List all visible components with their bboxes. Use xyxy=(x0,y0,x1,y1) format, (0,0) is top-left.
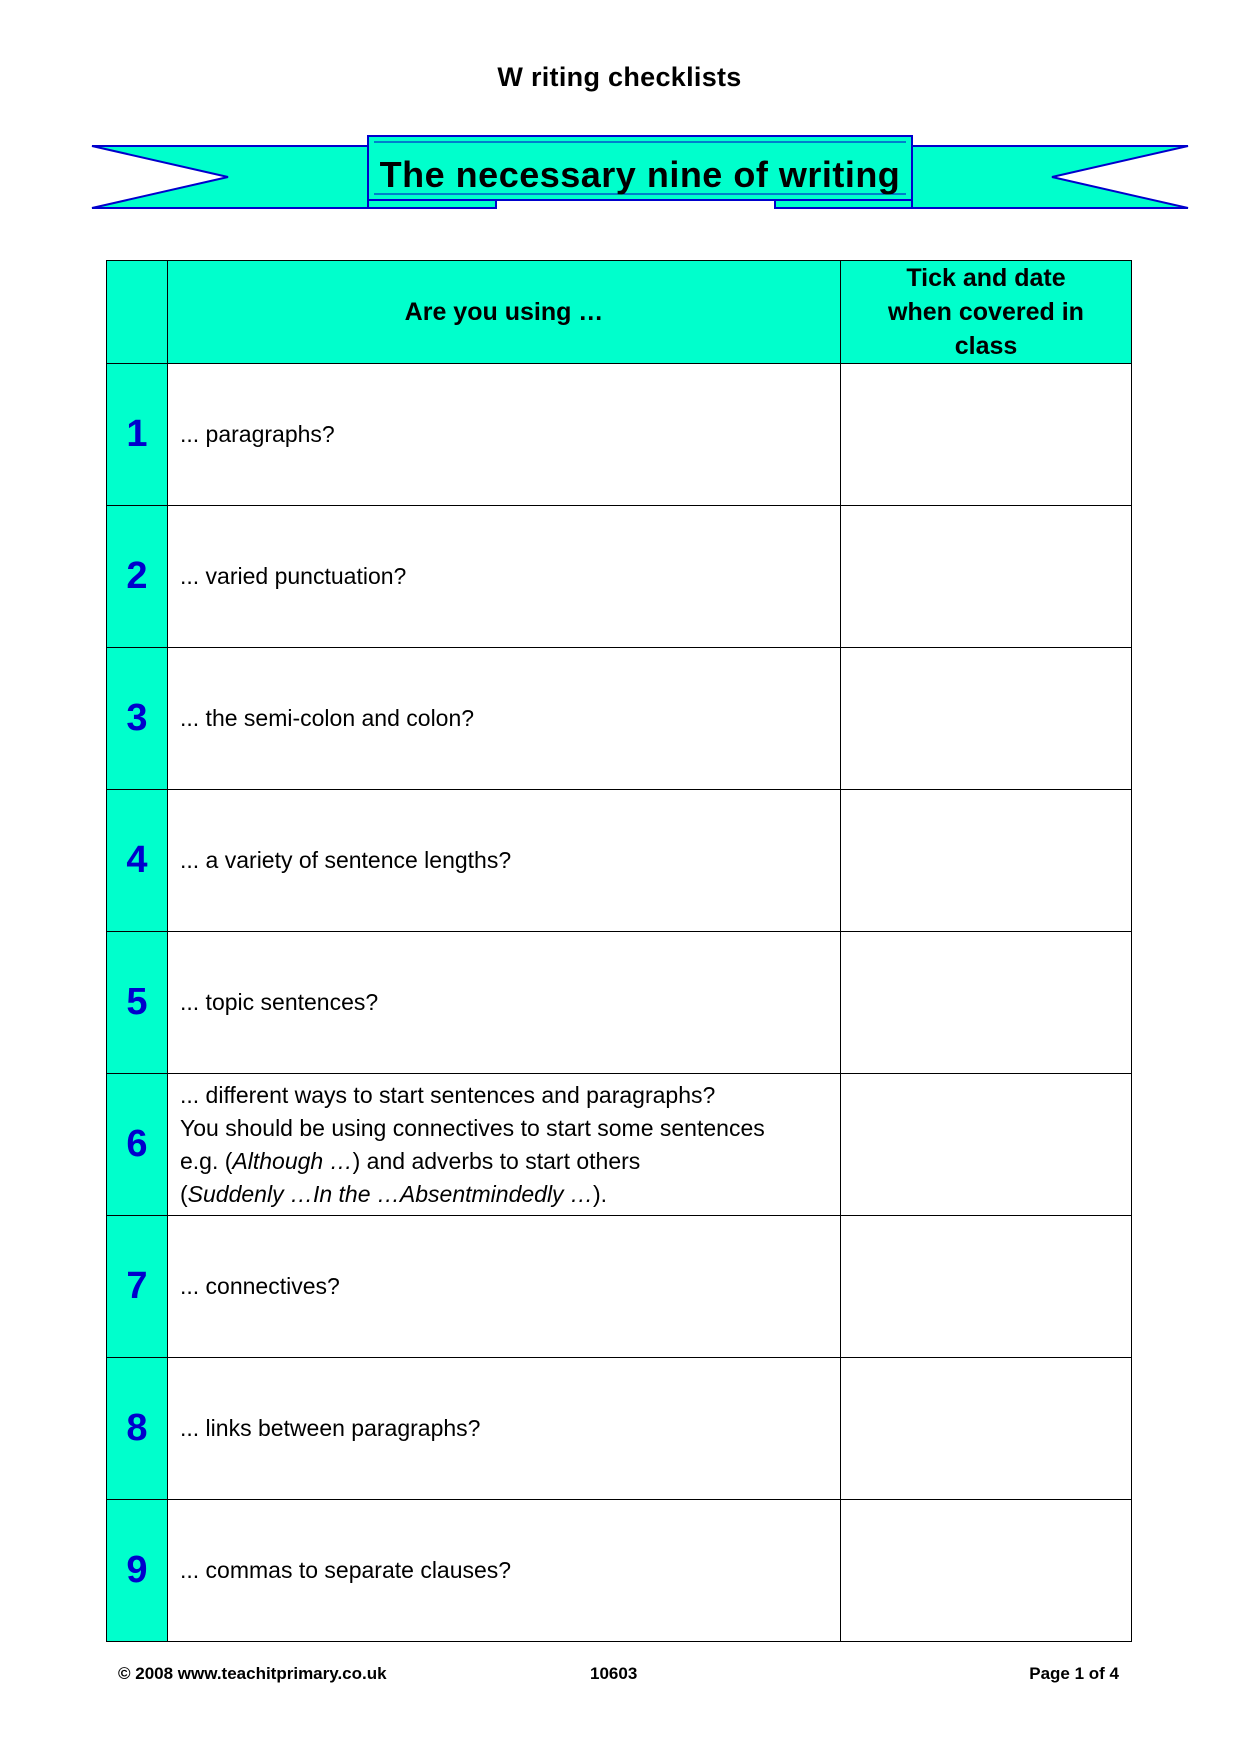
tick-date-cell[interactable] xyxy=(841,1358,1132,1500)
row-number: 6 xyxy=(107,1074,168,1216)
text-span: ( xyxy=(180,1180,188,1207)
table-row xyxy=(107,1500,1132,1642)
header-number-cell xyxy=(107,261,168,364)
title-banner xyxy=(90,134,1190,214)
text-span: ). xyxy=(592,1180,608,1207)
row-number: 5 xyxy=(107,932,168,1074)
row-6-line-2: You should be using connectives to start some sentences xyxy=(180,1114,765,1141)
footer-copyright: © 2008 www.teachitprimary.co.uk xyxy=(118,1664,387,1683)
row-text: ... connectives? xyxy=(168,1216,841,1358)
header-tick-label: Tick and date when covered in class xyxy=(888,264,1084,360)
table-row xyxy=(107,1358,1132,1500)
row-number: 8 xyxy=(107,1358,168,1500)
tick-date-cell[interactable] xyxy=(841,364,1132,506)
header-question-cell: Are you using … xyxy=(168,261,841,364)
table-row xyxy=(107,1216,1132,1358)
row-number: 1 xyxy=(107,364,168,506)
tick-date-cell[interactable] xyxy=(841,1216,1132,1358)
row-text: ... commas to separate clauses? xyxy=(168,1500,841,1642)
row-6-line-4 xyxy=(180,1178,832,1211)
table-row xyxy=(107,790,1132,932)
tick-date-cell[interactable] xyxy=(841,506,1132,648)
table-row xyxy=(107,364,1132,506)
row-text: ... links between paragraphs? xyxy=(168,1358,841,1500)
italic-example: Suddenly …In the …Absentmindedly … xyxy=(187,1180,593,1207)
row-number: 4 xyxy=(107,790,168,932)
page-header-title: W riting checklists xyxy=(497,62,742,92)
tick-date-cell[interactable] xyxy=(841,1074,1132,1216)
row-6-line-3 xyxy=(180,1145,832,1178)
table-row xyxy=(107,506,1132,648)
row-number: 2 xyxy=(107,506,168,648)
row-text: ... paragraphs? xyxy=(168,364,841,506)
row-text: ... the semi-colon and colon? xyxy=(168,648,841,790)
table-row xyxy=(107,648,1132,790)
footer-doc-id: 10603 xyxy=(590,1664,638,1683)
row-number: 7 xyxy=(107,1216,168,1358)
checklist-table xyxy=(106,260,1132,1642)
table-row xyxy=(107,932,1132,1074)
row-text: ... topic sentences? xyxy=(168,932,841,1074)
tick-date-cell[interactable] xyxy=(841,648,1132,790)
row-number: 9 xyxy=(107,1500,168,1642)
text-span: ) and adverbs to start others xyxy=(352,1147,641,1174)
tick-date-cell[interactable] xyxy=(841,790,1132,932)
banner-title: The necessary nine of writing xyxy=(379,154,901,195)
row-text: ... varied punctuation? xyxy=(168,506,841,648)
header-tick-cell xyxy=(841,261,1132,364)
row-text: ... a variety of sentence lengths? xyxy=(168,790,841,932)
text-span: e.g. ( xyxy=(180,1147,233,1174)
tick-date-cell[interactable] xyxy=(841,932,1132,1074)
tick-date-cell[interactable] xyxy=(841,1500,1132,1642)
table-row xyxy=(107,1074,1132,1216)
row-number: 3 xyxy=(107,648,168,790)
row-text-multiline xyxy=(168,1074,841,1216)
footer-page-number: Page 1 of 4 xyxy=(1029,1664,1119,1683)
row-6-line-1: ... different ways to start sentences and paragraphs? xyxy=(180,1081,716,1108)
table-header-row xyxy=(107,261,1132,364)
italic-example: Although … xyxy=(232,1147,353,1174)
